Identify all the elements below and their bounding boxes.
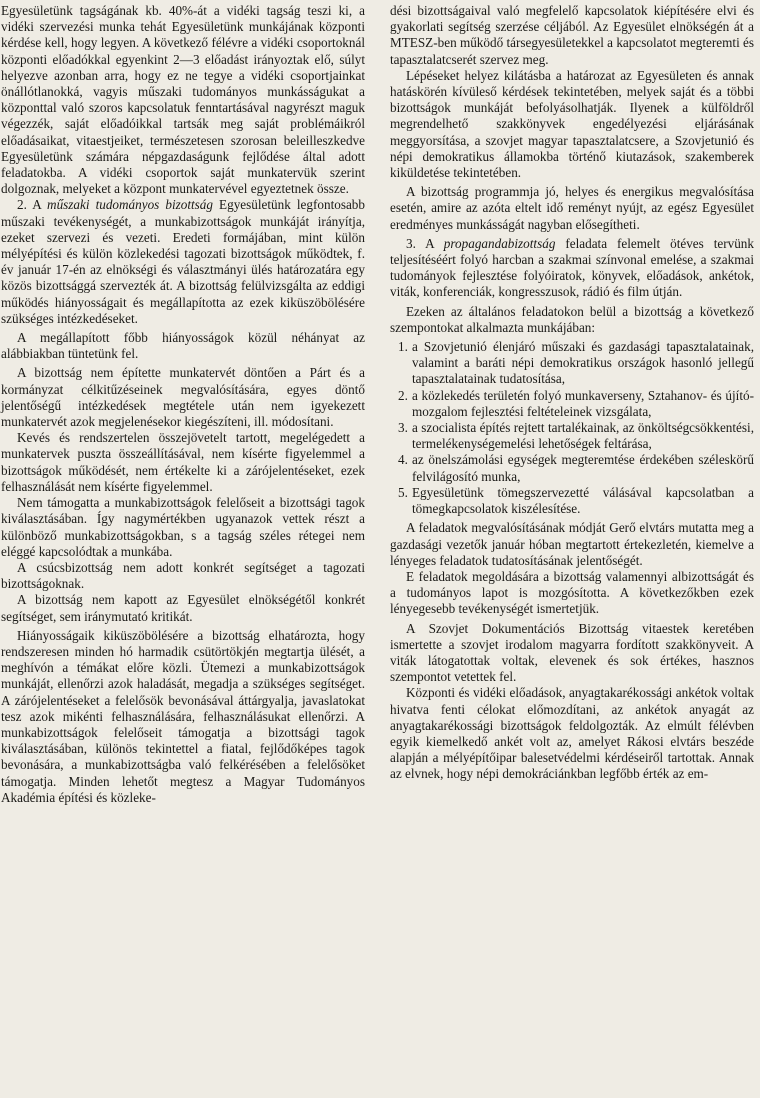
text-run: feladata felemelt ötéves tervünk teljesítéséért folyó harcban a szakmai színvonal emelése, a szakmai tudományok fejlesztése folyóiratok, könyvek, előadások, ankétok, viták, konferenciák, kongresszusok, rádió és film útján. xyxy=(390,235,754,300)
list-item xyxy=(390,452,754,484)
list-item-number: 2. xyxy=(398,387,408,403)
paragraph: A Szovjet Dokumentációs Bizottság vitaestek keretében ismertette a szovjet irodalom magyarra fordított szakkönyveit. A viták látogatottak voltak, elevenek és sok értékes, hasznos szempontot vetettek fel. xyxy=(390,620,754,685)
list-item-text: a közlekedés területén folyó munkaverseny, Sztahanov- és újító-mozgalom fejlesztési feltételeinek vizsgálata, xyxy=(412,387,754,419)
list-item-number: 1. xyxy=(398,339,408,355)
list-item-text: az önelszámolási egységek megteremtése érdekében széleskörű felvilágosító munka, xyxy=(412,452,754,484)
paragraph: A feladatok megvalósításának módját Gerő elvtárs mutatta meg a gazdasági vezetők január hóban megtartott értekezletén, kiemelve a lényeges feladatok tudatosításának jelentőségét. xyxy=(390,520,754,568)
list-item xyxy=(390,339,754,388)
paragraph: Kevés és rendszertelen összejövetelt tartott, megelégedett a munkatervek puszta összeállításával, nem kísérte figyelemmel a bizottságok működését, nem értékelte ki a zárójelentéseket, ezek felhasználását nem kísérte figyelemmel. xyxy=(1,430,365,494)
paragraph: dési bizottságaival való megfelelő kapcsolatok kiépítésére elvi és gyakorlati segítség szerzése céljából. Az Egyesület elnökségén át a MTESZ-ben működő társegyesületekkel a kapcsolatot megteremti és tapasztalatcserét szervez meg. xyxy=(390,3,755,67)
numbered-list xyxy=(390,339,754,517)
text-run: 3. A xyxy=(406,235,444,251)
list-item-number: 4. xyxy=(398,452,408,468)
list-item-text: a Szovjetunió élenjáró műszaki és gazdasági tapasztalatainak, valamint a baráti népi demokratikus országok hasonló jellegű tapasztalatainak tudatosítása, xyxy=(412,339,754,387)
section-heading-italic: műszaki tudományos bizottság xyxy=(47,197,213,213)
right-column xyxy=(390,3,754,783)
section-3-paragraph xyxy=(390,236,754,301)
paragraph: Hiányosságaik kiküszöbölésére a bizottság elhatározta, hogy rendszeresen minden hó harmadik csütörtökjén megtartja ülését, a meghívón a témákat előre közli. Ütemezi a munkabizottságok munkáját, ellenőrzi azok haladását, megadja a szükséges segítséget. A zárójelentéseket a felelősök bevonásával áttárgyalja, javaslatokat tesz azok mikénti felhasználására, felhasználásukat ellenőrzi. A munkabizottságok felelőseit támogatja a bizottsági tagok kiválasztásában, különös tekintettel a fiatal, fejlődőképes tagok bevonására, a munkabizottságba való felkérésében a felelősöket támogatja. Minden lehetőt megtesz a Magyar Tudományos Akadémia építési és közleke- xyxy=(1,627,365,805)
paragraph: A csúcsbizottság nem adott konkrét segítséget a tagozati bizottságoknak. xyxy=(1,559,365,592)
list-item xyxy=(390,485,754,517)
paragraph: A bizottság programmja jó, helyes és energikus megvalósítása esetén, amire az azóta eltelt idő reményt nyújt, az egész Egyesület eredményes munkásságát nagyban elősegítheti. xyxy=(390,184,754,232)
text-run: Egyesületünk legfontosabb műszaki tevékenységét, a munkabizottságok munkáját irányítja, ezeket szervezi és vezeti. Eredeti formájában, mint külön mélyépítési és külön közlekedési tagozati bizottságok működtek, f. év január 17-én az elnökségi és választmányi ülés határozatára egy közös bizottsággá szervezték át. A bizottság felülvizsgálta az eddigi működés hiányosságait és megállapította az ezek kiküszöbölésére szükséges intézkedéseket. xyxy=(1,197,365,326)
list-item-text: a szocialista építés rejtett tartalékainak, az önköltségcsökkentési, termelékenységemelési lehetőségek feltárása, xyxy=(412,420,754,452)
list-item-number: 5. xyxy=(398,484,408,500)
paragraph: Egyesületünk tagságának kb. 40%-át a vidéki tagság teszi ki, a vidéki szervezési munka tehát Egyesületünk munkájának központi kérdése kell, hogy legyen. A következő félévre a vidéki csoportoknál központi előadókkal egyenkint 2—3 előadást irányoztak elő, súlyt helyezve azonban arra, hogy ez ne tegye a vidéki csoportjainkat önállótlanokká, vagyis műszaki tudományos munkásságukat a központtal való szoros kapcsolatuk fenntartásával nagyrészt maguk végezzék, saját előadóikkal tartsák meg saját problémáikról előadásaikat, vitaestjeiket, természetesen szorosan beleilleszkedve Egyesületünk számára népgazdaságunk fejlődése által adott feladatokba. A vidéki csoportok saját munkatervük szerint dolgoznak, melyeket a központ munkatervével egyeztetnek össze. xyxy=(1,3,365,197)
paragraph: Nem támogatta a munkabizottságok felelőseit a bizottsági tagok kiválasztásában. Így nagymértékben ugyanazok vettek részt a különböző munkabizottságokban, s a tagság széles rétegei nem eléggé kapcsolódtak a munkába. xyxy=(1,495,365,559)
paragraph: E feladatok megoldására a bizottság valamennyi albizottságát és a tudományos lapot is mozgósította. A következőkben ezek lényegesebb tevékenységét ismertetjük. xyxy=(390,568,754,617)
paragraph: A bizottság nem építette munkatervét döntően a Párt és a kormányzat célkitűzéseinek megvalósítására, egyes döntő jelentőségű intézkedések megtétele után nem igyekezett munkatervét azok megjelenésekor kiegészíteni, ill. módosítani. xyxy=(1,365,365,430)
list-item-number: 3. xyxy=(398,420,408,436)
paragraph: A bizottság nem kapott az Egyesület elnökségétől konkrét segítséget, sem iránymutató kritikát. xyxy=(1,592,365,624)
list-item xyxy=(390,420,754,452)
paragraph: Központi és vidéki előadások, anyagtakarékossági ankétok voltak hivatva fenti célokat előmozdítani, az ankétok anyagát az anyagtakarékossági bizottságok feldolgozták. Az elmúlt félévben egyik kiemelkedő ankét volt az, amelyet Rákosi elvtárs beszéde alapján a mélyépítőipar balesetvédelmi kérdéseiről tartottak. Annak az elvnek, hogy népi demokráciánkban legfőbb érték az em- xyxy=(390,685,754,782)
list-item xyxy=(390,388,754,420)
list-item-text: Egyesületünk tömegszervezetté válásával kapcsolatban a tömegkapcsolatok kiszélesítése. xyxy=(412,484,754,517)
left-column xyxy=(1,3,365,806)
text-run: 2. A xyxy=(17,197,48,213)
section-heading-italic: propagandabizottság xyxy=(443,235,556,251)
paragraph: Lépéseket helyez kilátásba a határozat az Egyesületen és annak hatáskörén kívüleső kérdések tekintetében, melyek saját és a többi bizottságok munkáját befolyásolhatják. Ilyenek a külföldről megrendelhető szakkönyvek engedélyezési eljárásának meggyorsítása, a szovjet magyar tapasztalatcsere, a Szovjetunió és népi demokratikus államokba történő kiutazások, szakemberek kiküldetése tekintetében. xyxy=(390,67,754,181)
section-2-paragraph xyxy=(1,197,365,327)
paragraph: A megállapított főbb hiányosságok közül néhányat az alábbiakban tüntetünk fel. xyxy=(1,330,365,362)
paragraph: Ezeken az általános feladatokon belül a bizottság a következő szempontokat alkalmazta munkájában: xyxy=(390,303,754,335)
